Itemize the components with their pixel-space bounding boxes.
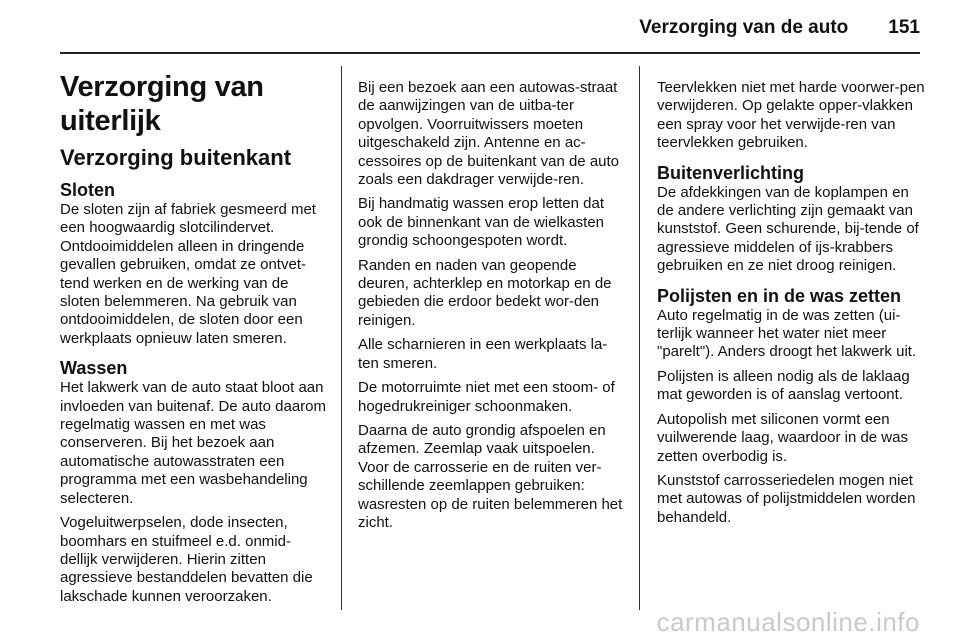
section-sloten (60, 180, 326, 348)
header-rule (60, 52, 920, 54)
subsection-title-sloten: Sloten (60, 180, 116, 200)
paragraph: Teervlekken niet met harde voorwer-pen verwijderen. Op gelakte opper-vlakken een spray voor het verwijde-ren van teervlekken gebruiken. (657, 79, 925, 152)
paragraph: De afdekkingen van de koplampen en de andere verlichting zijn gemaakt van kunststof. Geen schurende, bij-tende of agressieve middelen of ijs-krabbers gebruiken en ze niet droog reinigen. (657, 183, 919, 275)
section-buitenverlichting (657, 163, 925, 276)
subsection-title-wassen: Wassen (60, 358, 128, 379)
page-header (60, 12, 920, 44)
paragraph: Kunststof carrosseriedelen mogen niet met autowas of polijstmiddelen worden behandeld. (657, 471, 916, 526)
paragraph: De sloten zijn af fabriek gesmeerd met een hoogwaardig slotcilindervet. Ontdooimiddelen alleen in dringende gevallen gebruiken, omdat ze ontvet-tend werken en de werking van de sloten belemmeren. Na gebruik van ontdooimiddelen, de sloten door een werkplaats opnieuw laten smeren. (60, 201, 316, 347)
page-number: 151 (888, 17, 920, 38)
paragraph: Auto regelmatig in de was zetten (ui-terlijk wanneer het water niet meer "parelt"). Anders droogt het lakwerk uit. (657, 306, 917, 361)
paragraph: Daarna de auto grondig afspoelen en afzemen. Zeemlap vaak uitspoelen. Voor de carrosserie en de ruiten ver-schillende zeemlappen gebruiken: wasresten op de ruiten belemmeren het zicht. (358, 421, 623, 531)
section-polijsten (657, 286, 925, 527)
paragraph: Alle scharnieren in een werkplaats la-ten smeren. (358, 336, 608, 372)
paragraph: Vogeluitwerpselen, dode insecten, boomhars en stuifmeel e.d. onmid-dellijk verwijderen. Hierin zitten agressieve bestanddelen bevatten die lakschade kunnen veroorzaken. (60, 514, 313, 605)
paragraph: Randen en naden van geopende deuren, achterklep en motorkap en de gebieden die erdoor bedekt wor-den reinigen. (358, 256, 612, 329)
section-wassen (60, 358, 326, 606)
paragraph: De motorruimte niet met een stoom- of hogedrukreiniger schoonmaken. (358, 379, 615, 415)
column-1 (60, 70, 326, 616)
subsection-title-polijsten: Polijsten en in de was zetten (657, 285, 902, 306)
paragraph: Autopolish met siliconen vormt een vuilwerende laag, waardoor in de was zetten overbodig is. (657, 410, 908, 465)
watermark: carmanualsonline.info (656, 607, 920, 637)
column-2 (358, 79, 624, 538)
column-3 (657, 79, 925, 537)
paragraph: Bij handmatig wassen erop letten dat ook de binnenkant van de wielkasten grondig schoongespoten wordt. (358, 195, 605, 250)
section-teervlekken (657, 79, 925, 153)
column-divider-1 (341, 66, 342, 610)
paragraph: Bij een bezoek aan een autowas-straat de aanwijzingen van de uitba-ter opvolgen. Voorruitwissers moeten uitgeschakeld zijn. Antenne en ac-cessoires op de buitenkant van de auto zoals een dakdrager verwijde-ren. (358, 79, 620, 189)
header-title: Verzorging van de auto (639, 17, 849, 38)
chapter-title: Verzorging van uiterlijk (60, 71, 264, 137)
section-title: Verzorging buitenkant (60, 145, 292, 170)
paragraph: Polijsten is alleen nodig als de laklaag mat geworden is of aanslag vertoont. (657, 367, 910, 404)
paragraph: Het lakwerk van de auto staat bloot aan invloeden van buitenaf. De auto daarom regelmatig wassen en met was conserveren. Bij het bezoek aan automatische autowasstraten een programma met een wasbehandeling selecteren. (60, 379, 327, 507)
column-divider-2 (639, 66, 640, 610)
subsection-title-buitenverlichting: Buitenverlichting (657, 162, 805, 183)
